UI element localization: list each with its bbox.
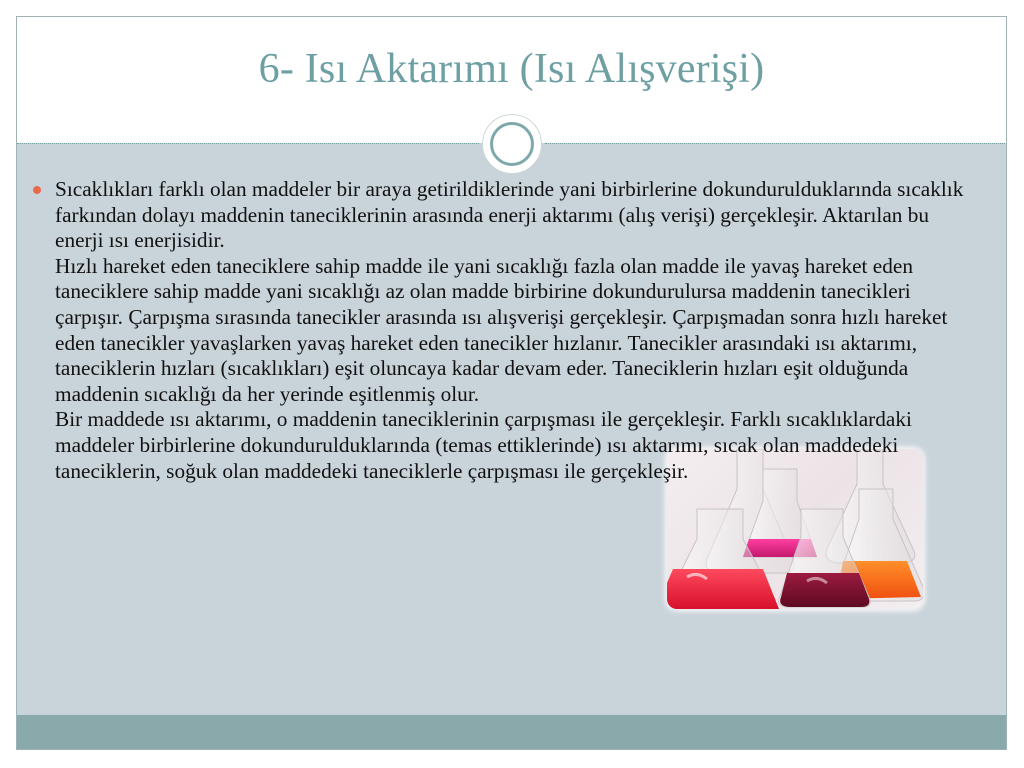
slide [16, 16, 1007, 750]
paragraph-3: Bir maddede ısı aktarımı, o maddenin taneciklerinin çarpışması ile gerçekleşir. Farklı sıcaklıklardaki maddeler birbirlerine dokundurulduklarında (temas ettiklerinde) ısı aktarımı, sıcak olan maddedeki taneciklerin, soğuk olan maddedeki taneciklerle çarpışması ile gerçekleşir. [55, 407, 912, 483]
divider-rule-right [545, 143, 1007, 144]
divider-rule-left [17, 143, 479, 144]
paragraph-2: Hızlı hareket eden taneciklere sahip madde ile yani sıcaklığı fazla olan madde ile yavaş hareket eden taneciklere sahip madde yani sıcaklığı az olan madde birbirine dokundurulursa maddenin tanecikleri çarpışır. Çarpışma sırasında tanecikler arasında ısı alışverişi gerçekleşir. Çarpışmadan sonra hızlı hareket eden tanecikler yavaşlarken yavaş hareket eden tanecikler hızlanır. Tanecikler arasındaki ısı aktarımı, taneciklerin hızları (sıcaklıkları) eşit oluncaya kadar devam eder. Taneciklerin hızları eşit olduğunda maddenin sıcaklığı da her yerinde eşitlenmiş olur. [55, 253, 948, 406]
ring-inner [490, 122, 534, 166]
slide-title: 6- Isı Aktarımı (Isı Alışverişi) [258, 46, 765, 92]
bullet-content [55, 177, 975, 484]
round-bullet-icon [33, 186, 41, 194]
ring-ornament-icon [482, 114, 542, 174]
paragraph-1: Sıcaklıkları farklı olan maddeler bir araya getirildiklerinde yani birbirlerine dokundurulduklarında sıcaklık farkından dolayı maddenin taneciklerinin arasında enerji aktarımı (alış verişi) gerçekleşir. Aktarılan bu enerji ısı enerjisidir. [55, 177, 964, 253]
footer-bar [17, 715, 1006, 750]
